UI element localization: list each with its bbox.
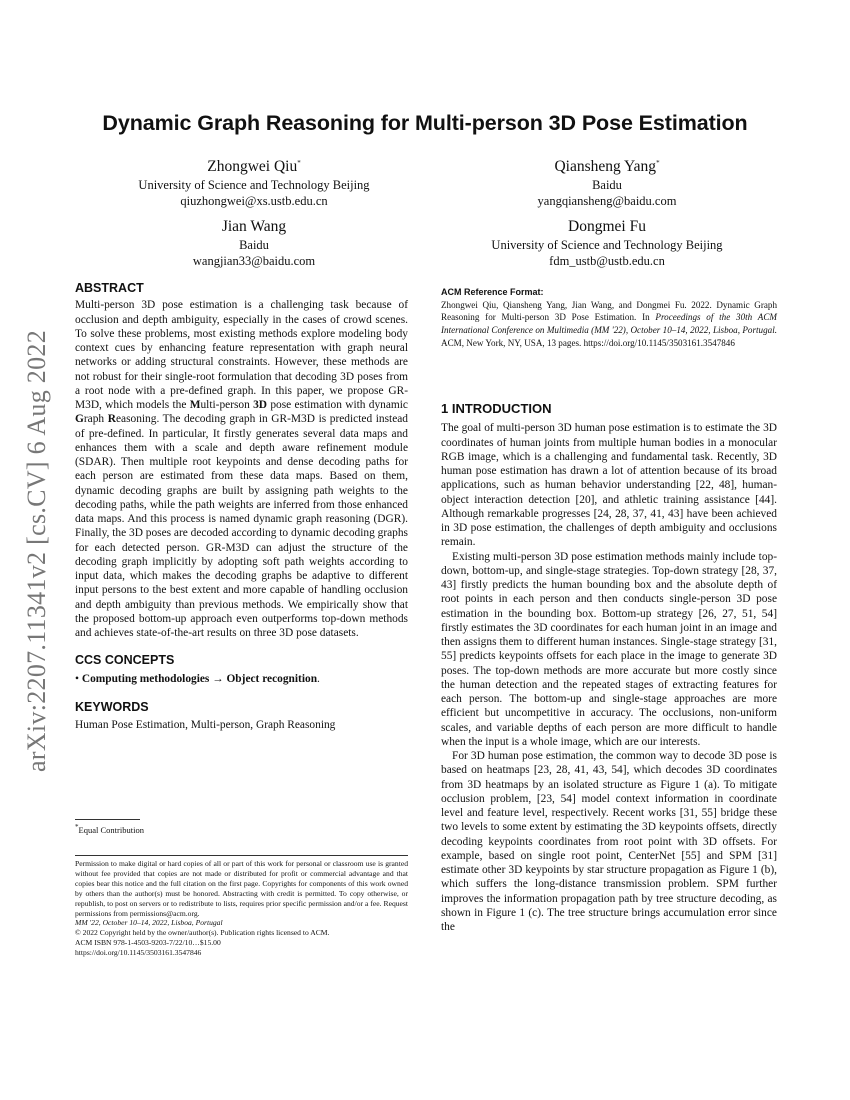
keywords-text: Human Pose Estimation, Multi-person, Graph Reasoning [75, 719, 336, 731]
abstract-text: Multi-person 3D pose estimation is a challenging task because of occlusion and depth ambiguity, especially in the cases of crowd scenes. To solve these problems, most existing methods explore modeling body context cues by enhancing feature representation with graph neural networks or adding structural constraints. However, these methods are not robust for their single-root formulation that decoding 3D poses from a root node with a pre-defined graph. In this paper, we propose GR-M3D, which models the Multi-person 3D pose estimation with dynamic Graph Reasoning. The decoding graph in GR-M3D is predicted instead of pre-defined. In particular, It firstly generates several data maps and enhances them with a scale and depth aware refinement module (SDAR). Then multiple root keypoints and dense decoding paths for each person are estimated from these data maps. Based on them, dynamic decoding graphs are built by assigning path weights to the decoding paths, while the path weights are inferred from those enhanced data maps. And this process is named dynamic graph reasoning (DGR). Finally, the 3D poses are decoded according to dynamic decoding graphs for each detected person. GR-M3D can adjust the structure of the decoding graph implicitly by adopting soft path weights according to input data, which makes the decoding graphs be adaptive to different input persons to the best extent and more capable of handling occlusion and depth ambiguity than previous methods. We empirically show that the proposed bottom-up approach even outperforms top-down methods and achieves state-of-the-art results on three 3D pose datasets. [75, 299, 408, 639]
author-block [437, 217, 777, 269]
intro-paragraph: The goal of multi-person 3D human pose estimation is to estimate the 3D coordinates of human joints from multiple human bodies in a monocular RGB image, which is a challenging and fundamental task. Recently, 3D human pose estimation has drawn a lot of attention because of its broad applications, such as human behavior understanding [22, 48], human-object interaction detection [20], and athletic training assistance [44]. Although remarkable progresses [24, 28, 37, 41, 43] have been achieved in 3D pose estimation, the challenges of depth ambiguity and occlusions remain. [441, 422, 777, 549]
abstract-heading: ABSTRACT [75, 281, 144, 295]
venue-line: MM '22, October 10–14, 2022, Lisboa, Portugal [75, 918, 223, 928]
acm-reference-text: Zhongwei Qiu, Qiansheng Yang, Jian Wang, and Dongmei Fu. 2022. Dynamic Graph Reasoning for Multi-person 3D Pose Estimation. In Proceedings of the 30th ACM International Conference on Multimedia (MM '22), October 10–14, 2022, Lisboa, Portugal. ACM, New York, NY, USA, 13 pages. https://doi.org/10.1145/3503161.3547846 [441, 299, 777, 348]
copyright-line: © 2022 Copyright held by the owner/author(s). Publication rights licensed to ACM. [75, 928, 330, 938]
author-affiliation: Baidu [239, 238, 269, 252]
author-name: Dongmei Fu [568, 218, 646, 235]
equal-contribution-mark: * [297, 159, 301, 167]
equal-contribution-mark: * [656, 159, 660, 167]
doi-link[interactable]: https://doi.org/10.1145/3503161.3547846 [75, 948, 202, 958]
permission-divider [75, 855, 408, 856]
author-name: Qiansheng Yang* [554, 158, 660, 176]
author-name: Jian Wang [221, 218, 287, 235]
permission-text: Permission to make digital or hard copies of all or part of this work for personal or classroom use is granted without fee provided that copies are not made or distributed for profit or commercial advantage and that copies bear this notice and the full citation on the first page. Copyrights for components of this work owned by others than the author(s) must be honored. Abstracting with credit is permitted. To copy otherwise, or republish, to post on servers or to redistribute to lists, requires prior specific permission and/or a fee. Request permissions from permissions@acm.org. [75, 859, 408, 918]
permission-block [75, 859, 408, 958]
author-email[interactable]: fdm_ustb@ustb.edu.cn [549, 254, 665, 268]
keywords-heading: KEYWORDS [75, 699, 149, 714]
author-email[interactable]: qiuzhongwei@xs.ustb.edu.cn [180, 194, 328, 209]
author-block [94, 217, 414, 269]
footnote-divider [75, 819, 140, 820]
intro-paragraph: Existing multi-person 3D pose estimation methods mainly include top-down, bottom-up, and single-stage strategies. Top-down strategy [28, 37, 43] firstly predicts the human bounding box and the absolute depth of root points in each person and then conducts single-person 3D pose estimation in the bounding box. Bottom-up strategy [26, 27, 51, 54] firstly estimates the 3D coordinates for each human joint in an image and then assigns them to different human instances. Single-stage strategy [31, 55] predicts keypoints offsets for each place in the image to generate 3D poses. The top-down methods are more accurate but more costly since the human detection and the repeated stages of extracting features for each person. The bottom-up and single-stage approaches are more efficient but uncompetitive in accuracy. The occlusions, non-uniform scales, and variable depths of each person are more difficult to handle when the input is a whole image, which are our interests. [441, 550, 777, 748]
author-affiliation: University of Science and Technology Beijing [491, 238, 723, 252]
author-block [437, 153, 777, 209]
intro-paragraph: For 3D human pose estimation, the common way to decode 3D pose is based on heatmaps [23, 28, 41, 43, 54], which decodes 3D coordinates from 3D heatmaps by an isolated structure as Figure 1 (a). To mitigate occlusion problem, [23, 54] model context information in coordinate level and feature level, respectively. Recent works [31, 55] bridge these two levels to some extent by estimating the 3D keypoints offsets, directly decoding keypoints coordinates from root point with 3D offsets. For example, based on single root point, CenterNet [55] and SPM [31] estimate other 3D keypoints by star structure propagation as Figure 1 (b), which suffers the long-distance transmission problem. SPM further improves the information propagation path by tree structure decoding, as shown in Figure 1 (c). The tree structure brings accumulation error since the [441, 750, 777, 933]
author-affiliation: University of Science and Technology Beijing [138, 178, 370, 193]
acm-reference-format [441, 286, 777, 350]
author-name: Zhongwei Qiu* [207, 158, 301, 176]
acm-reference-label: ACM Reference Format: [441, 287, 544, 297]
author-block [94, 153, 414, 209]
author-email[interactable]: yangqiansheng@baidu.com [537, 194, 677, 209]
ccs-heading: CCS CONCEPTS [75, 653, 175, 668]
right-column [441, 402, 777, 934]
arxiv-identifier: arXiv:2207.11341v2 [cs.CV] 6 Aug 2022 [22, 330, 51, 772]
paper-title: Dynamic Graph Reasoning for Multi-person 3D Pose Estimation [102, 111, 748, 135]
ccs-concepts: • Computing methodologies → Object recognition. [75, 672, 320, 685]
footnote: *Equal Contribution [75, 823, 144, 835]
author-email[interactable]: wangjian33@baidu.com [192, 254, 316, 268]
left-column [75, 281, 408, 732]
author-affiliation: Baidu [592, 178, 622, 193]
isbn-line: ACM ISBN 978-1-4503-9203-7/22/10…$15.00 [75, 938, 221, 948]
introduction-heading: 1 INTRODUCTION [441, 401, 552, 416]
